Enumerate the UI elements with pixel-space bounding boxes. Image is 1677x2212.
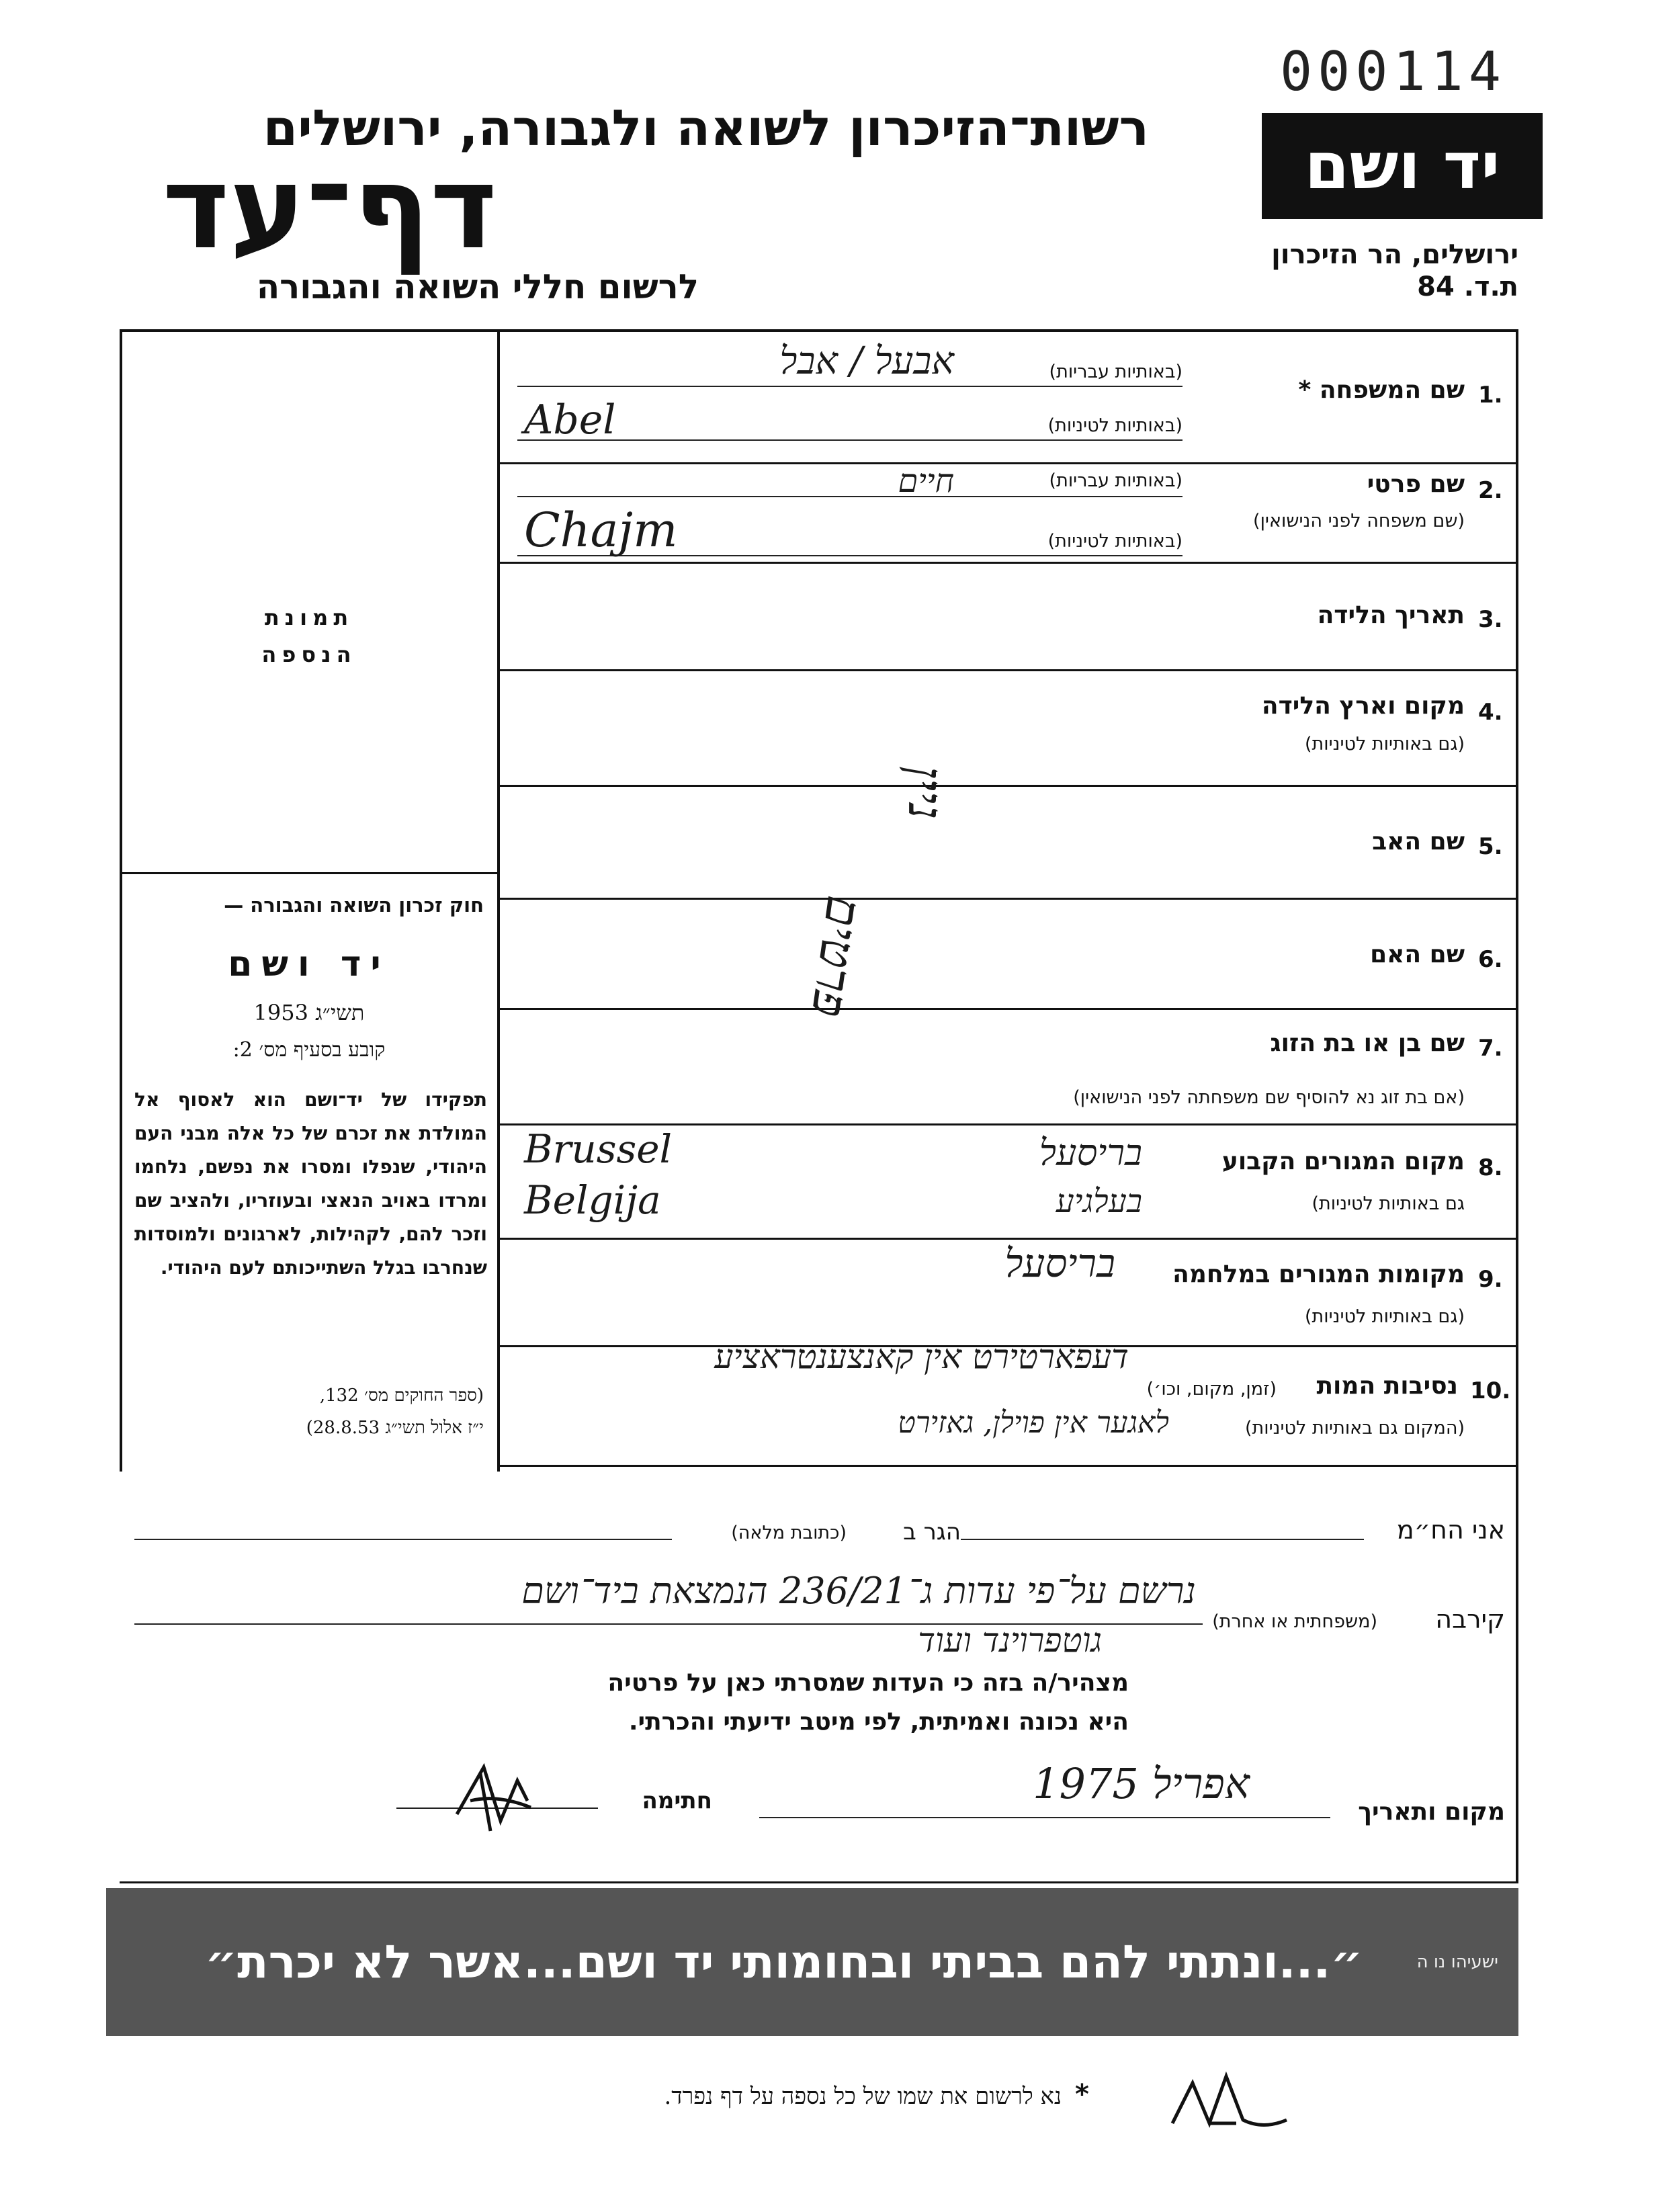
- field-1-hebrew-value[interactable]: אבעל / אבל: [779, 339, 954, 383]
- field-3-label: תאריך הלידה: [1317, 601, 1465, 629]
- row-line-1: [499, 462, 1517, 464]
- row-line-2: [499, 562, 1517, 564]
- photo-label-1: תמונת: [264, 605, 354, 630]
- footer-star: *: [1075, 2079, 1089, 2110]
- field-7-number: 7.: [1478, 1035, 1503, 1062]
- field-10-value-line-1[interactable]: דעפארטירט אין קאנצענטראציע: [714, 1337, 1129, 1376]
- law-heading: חוק זכרון השואה והגבורה —: [224, 894, 484, 917]
- place-date-value[interactable]: אפריל 1975: [1033, 1759, 1250, 1808]
- authority-name: רשות־הזיכרון לשואה ולגבורה, ירושלים: [263, 99, 1149, 157]
- frame-bottom-of-fields: [497, 1465, 1518, 1467]
- declaration-statement-1: מצהיר/ה בזה כי העדות שמסרתי כאן על פרטיה: [607, 1669, 1129, 1697]
- field-8-note: גם באותיות לטיניות): [1312, 1193, 1465, 1214]
- field-8-latin-country[interactable]: Belgija: [524, 1177, 661, 1223]
- signature-label: חתימה: [642, 1787, 712, 1814]
- field-10-label: נסיבות המות: [1316, 1372, 1458, 1400]
- field-9-label: מקומות המגורים במלחמה: [1172, 1261, 1465, 1288]
- field-4-note: (גם באותיות לטיניות): [1304, 734, 1465, 755]
- photo-law-divider: [120, 872, 499, 874]
- footer-signature-mark: [1162, 2056, 1297, 2143]
- document-number: 000114: [1280, 40, 1506, 103]
- field-8-hebrew-city[interactable]: בריסעל: [1039, 1132, 1142, 1174]
- field-8-latin-city[interactable]: Brussel: [524, 1126, 673, 1172]
- column-divider: [497, 329, 500, 1472]
- field-2-number: 2.: [1478, 477, 1503, 504]
- relation-note: (משפחתית או אחרת): [1212, 1611, 1377, 1632]
- field-2-maiden-note: (שם משפחה לפני הנישואין): [1253, 511, 1465, 531]
- field-9-number: 9.: [1478, 1266, 1503, 1293]
- declarant-name-line: [961, 1539, 1364, 1540]
- field-2-sub-latin: (באותיות לטיניות): [1047, 531, 1182, 552]
- declaration-prefix: אני הח״מ: [1396, 1515, 1505, 1545]
- field-1-sub-latin: (באותיות לטיניות): [1047, 415, 1182, 436]
- field-2-hebrew-value[interactable]: חיים: [898, 462, 954, 500]
- row-line-3: [499, 669, 1517, 671]
- field-2-latin-value[interactable]: Chajm: [524, 503, 678, 558]
- form-title: דף־עד: [162, 142, 497, 275]
- declaration-residing: הגר ב: [903, 1519, 961, 1545]
- field-10-label-note: (זמן, מקום, וכו׳): [1146, 1379, 1277, 1400]
- row-line-7: [499, 1123, 1517, 1125]
- declaration-statement-2: היא נכונה ואמיתית, לפי מיטב ידיעתי והכרתי.: [628, 1708, 1129, 1736]
- field-8-hebrew-country[interactable]: בעלגיע: [1056, 1183, 1142, 1220]
- field-8-label: מקום המגורים הקבוע: [1221, 1148, 1465, 1175]
- relation-value[interactable]: נרשם על־פי עדות ג־236/21 הנמצאת ביד־ושם: [521, 1570, 1196, 1612]
- place-date-line: [759, 1817, 1330, 1818]
- address-line: [134, 1539, 672, 1540]
- frame-left: [120, 329, 122, 1472]
- yad-vashem-logo: [1262, 113, 1543, 219]
- law-clause: קובע בסעיף מס׳ 2:: [232, 1038, 386, 1062]
- relation-label: קירבה: [1435, 1605, 1505, 1634]
- field-6-number: 6.: [1478, 946, 1503, 973]
- field-1-hebrew-underline: [517, 386, 1182, 387]
- vertical-note-1: ניין: [898, 766, 954, 820]
- field-3-number: 3.: [1478, 606, 1503, 633]
- row-line-4: [499, 785, 1517, 787]
- field-5-number: 5.: [1478, 833, 1503, 860]
- law-year: תשי״ג 1953: [253, 1000, 365, 1025]
- row-line-8: [499, 1238, 1517, 1240]
- declaration-address-note: (כתובת מלאה): [731, 1523, 847, 1543]
- field-1-latin-value[interactable]: Abel: [524, 396, 616, 443]
- form-subtitle: לרשום חללי השואה והגבורה: [256, 267, 699, 306]
- photo-label-2: הנספה: [261, 642, 357, 667]
- banner-quote: ״...ונתתי להם בביתי ובחומותי יד ושם...אשר לא יכרת״: [204, 1935, 1363, 1989]
- field-1-latin-underline: [517, 439, 1182, 441]
- field-5-label: שם האב: [1372, 828, 1465, 855]
- field-9-note: (גם באותיות לטיניות): [1304, 1306, 1465, 1327]
- field-7-note: (אם בת זוג נא להוסיף שם משפחתה לפני הנישואין): [1073, 1087, 1465, 1108]
- law-source-2: י״ז אלול תשי״ג 28.8.53): [306, 1418, 484, 1438]
- law-source-1: (ספר החוקים מס׳ 132,: [319, 1386, 484, 1406]
- banner-top-rule: [120, 1881, 1518, 1883]
- vertical-note-2: פרטים: [800, 892, 873, 1021]
- field-10-value-line-2[interactable]: לאגער אין פוילן, גאזירט: [898, 1406, 1169, 1440]
- field-8-number: 8.: [1478, 1154, 1503, 1181]
- banner-source: ישעיהו נו ה: [1416, 1952, 1498, 1972]
- quote-banner: [106, 1888, 1518, 2036]
- law-body: תפקידו של יד־ושם הוא לאסוף אל המולדת את זכרם של כל אלה מבני העם היהודי, שנפלו ומסרו את נפשם, נלחמו ומרדו באויב הנאצי ובעוזריו, ולהציב שם וזכר להם, לקהילות, לארגונים ולמוסדות שנחרבו בגלל השתייכותם לעם היהודי.: [134, 1089, 487, 1279]
- field-1-sub-hebrew: (באותיות עבריות): [1049, 361, 1182, 382]
- field-7-label: שם בן או בת הזוג: [1270, 1029, 1465, 1057]
- footer-note: נא לרשום את שמו של כל נספה על דף נפרד.: [664, 2083, 1062, 2110]
- field-9-hebrew-value[interactable]: בריסעל: [1004, 1240, 1115, 1286]
- field-6-label: שם האם: [1370, 941, 1465, 968]
- row-line-5: [499, 898, 1517, 900]
- address-line-1: ירושלים, הר הזיכרון: [1271, 239, 1518, 270]
- address-line-2: ת.ד. 84: [1417, 271, 1518, 302]
- frame-top: [120, 329, 1518, 332]
- field-10-note: (המקום גם באותיות לטיניות): [1244, 1418, 1465, 1439]
- field-2-sub-hebrew: (באותיות עבריות): [1049, 470, 1182, 491]
- witness-value[interactable]: גוטפרוינד ועוד: [918, 1621, 1102, 1660]
- field-1-label: שם המשפחה *: [1298, 376, 1465, 404]
- field-2-label: שם פרטי: [1367, 470, 1465, 498]
- field-4-label: מקום וארץ הלידה: [1261, 692, 1465, 720]
- law-yad-vashem: יד ושם: [228, 944, 390, 984]
- place-date-label: מקום ותאריך: [1358, 1798, 1505, 1826]
- field-1-number: 1.: [1478, 382, 1503, 409]
- field-4-number: 4.: [1478, 699, 1503, 726]
- signature-mark: [443, 1754, 544, 1841]
- row-line-6: [499, 1008, 1517, 1010]
- logo-text: יד ושם: [1304, 128, 1500, 204]
- field-10-number: 10.: [1470, 1377, 1511, 1404]
